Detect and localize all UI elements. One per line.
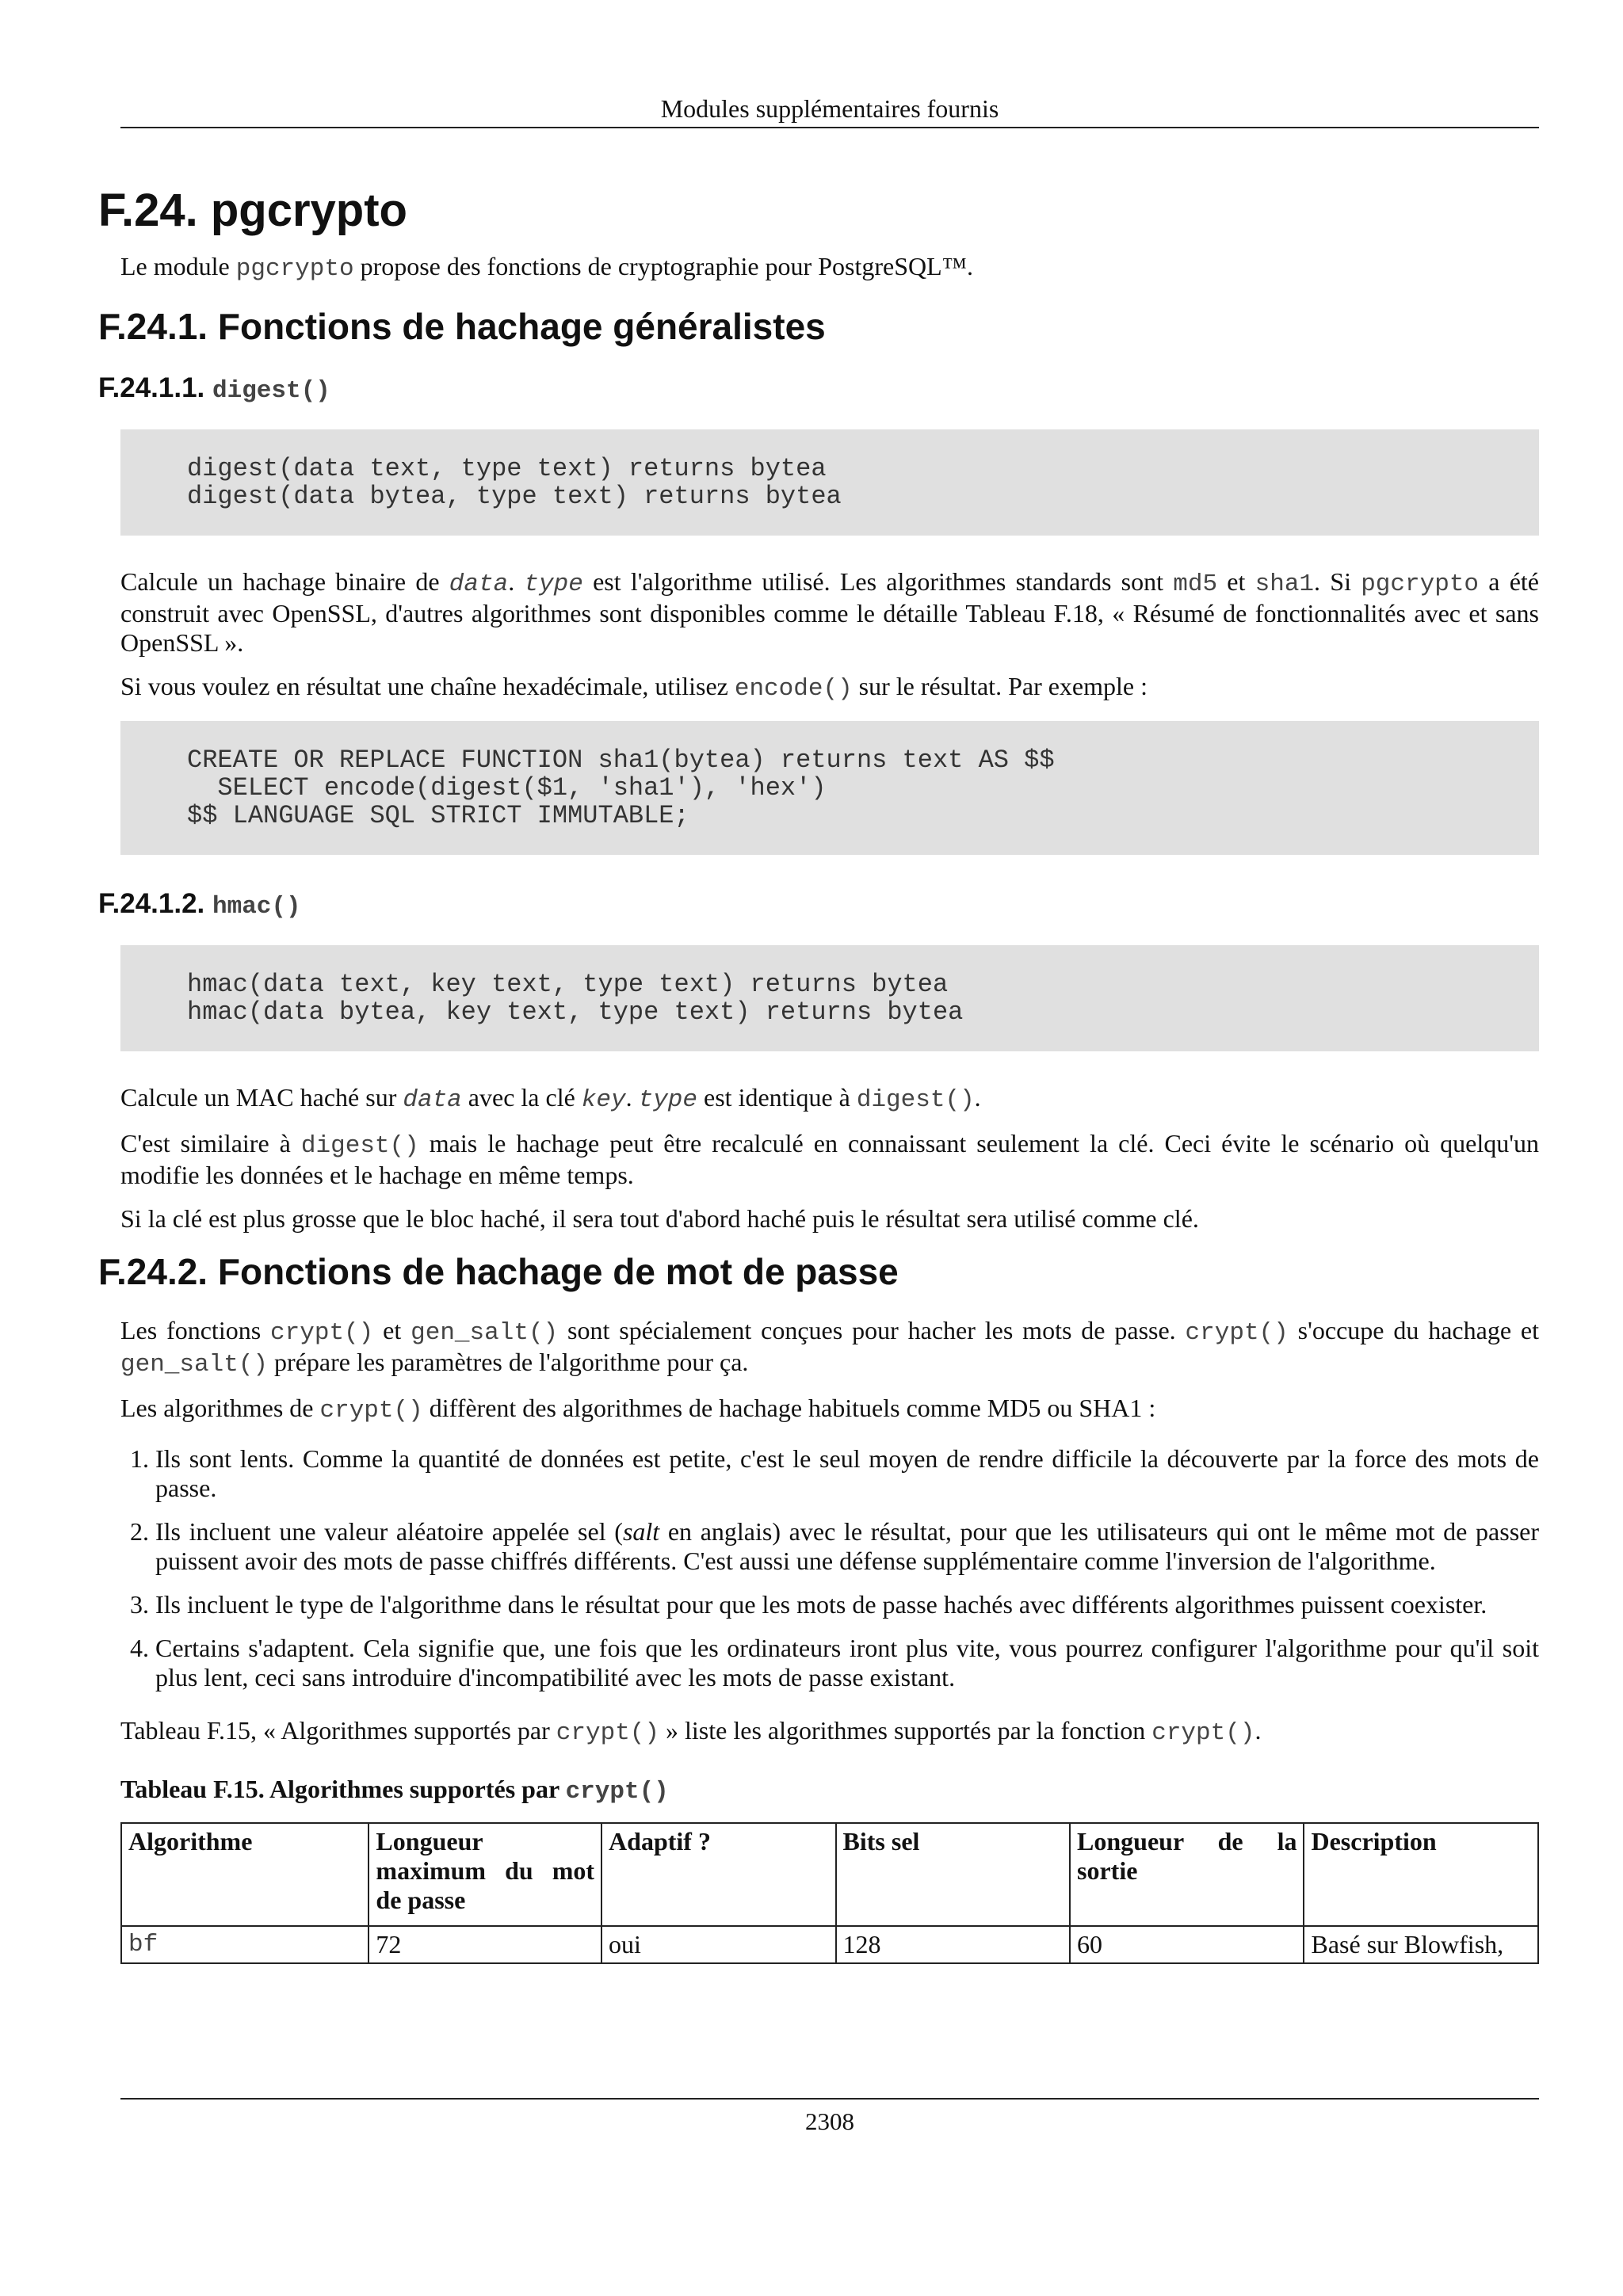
subsubsection-title-digest: F.24.1.1. digest() bbox=[98, 372, 330, 405]
table-cell: 128 bbox=[836, 1926, 1070, 1963]
crypt-algorithms-table bbox=[120, 1822, 1539, 1964]
table-cell: bf bbox=[121, 1926, 369, 1963]
table-header-cell: Bits sel bbox=[836, 1823, 1070, 1926]
table-header-row bbox=[121, 1823, 1538, 1926]
list-item: 3. Ils incluent le type de l'algorithme dans le résultat pour que les mots de passe hachés avec différents algorithmes puissent coexister. bbox=[155, 1590, 1539, 1619]
table-header-cell: Algorithme bbox=[121, 1823, 369, 1926]
hmac-key-note: Si la clé est plus grosse que le bloc haché, il sera tout d'abord haché puis le résultat sera utilisé comme clé. bbox=[120, 1204, 1199, 1233]
digest-description: Calcule un hachage binaire de data. type est l'algorithme utilisé. Les algorithmes standards sont md5 et sha1. Si pgcrypto a été construit avec OpenSSL, d'autres algorithmes sont disponibles comme le détaille Tableau F.18, « Résumé de fonctionnalités avec et sans OpenSSL ». bbox=[120, 567, 1539, 657]
table-cell: oui bbox=[601, 1926, 835, 1963]
table-header-cell: Description bbox=[1304, 1823, 1538, 1926]
running-header: Modules supplémentaires fournis bbox=[660, 94, 999, 123]
crypt-differences-intro: Les algorithmes de crypt() diffèrent des algorithmes de hachage habituels comme MD5 ou SHA1 : bbox=[120, 1394, 1156, 1425]
hmac-body bbox=[120, 945, 1539, 1234]
crypt-differences-list bbox=[120, 1444, 1539, 1692]
table-header-cell: Longueur maximum du mot de passe bbox=[369, 1823, 601, 1926]
digest-hex-note: Si vous voulez en résultat une chaîne hexadécimale, utilisez encode() sur le résultat. Par exemple : bbox=[120, 672, 1148, 703]
section-intro: Le module pgcrypto propose des fonctions de cryptographie pour PostgreSQL™. bbox=[120, 252, 973, 283]
header-rule bbox=[120, 127, 1539, 128]
list-item: 1. Ils sont lents. Comme la quantité de données est petite, c'est le seul moyen de rendre difficile la découverte par la force des mots de passe. bbox=[155, 1444, 1539, 1503]
password-hash-body bbox=[120, 1316, 1539, 1964]
subsubsection-title-hmac: F.24.1.2. hmac() bbox=[98, 888, 301, 921]
table-caption: Tableau F.15. Algorithmes supportés par crypt() bbox=[120, 1775, 669, 1806]
table-cell: 72 bbox=[369, 1926, 601, 1963]
code-block-hmac-signature: hmac(data text, key text, type text) returns bytea hmac(data bytea, key text, type text) returns bytea bbox=[120, 945, 1539, 1051]
table-header-cell: Adaptif ? bbox=[601, 1823, 835, 1926]
crypt-intro: Les fonctions crypt() et gen_salt() sont spécialement conçues pour hacher les mots de passe. crypt() s'occupe du hachage et gen_salt() prépare les paramètres de l'algorithme pour ça. bbox=[120, 1316, 1540, 1379]
table-row bbox=[121, 1926, 1538, 1963]
section-intro-block bbox=[120, 252, 1539, 284]
section-title: F.24. pgcrypto bbox=[98, 185, 407, 236]
page-number: 2308 bbox=[805, 2107, 854, 2135]
subsection-title-hash-general: F.24.1. Fonctions de hachage généralistes bbox=[98, 306, 826, 347]
subsection-title-password-hash: F.24.2. Fonctions de hachage de mot de passe bbox=[98, 1251, 899, 1292]
table-header-cell: Longueur de la sortie bbox=[1070, 1823, 1304, 1926]
list-item: 2. Ils incluent une valeur aléatoire appelée sel (salt en anglais) avec le résultat, pour que les utilisateurs qui ont le même mot de passer puissent avoir des mots de passe chiffrés différents. C'est aussi une défense supplémentaire comme l'inversion de l'algorithme. bbox=[155, 1517, 1539, 1576]
table-cell: Basé sur Blowfish, bbox=[1304, 1926, 1538, 1963]
table-cell: 60 bbox=[1070, 1926, 1304, 1963]
inline-code: pgcrypto bbox=[235, 255, 354, 283]
list-item: 4. Certains s'adaptent. Cela signifie que, une fois que les ordinateurs iront plus vite, vous pourrez configurer l'algorithme pour qu'il soit plus lent, ceci sans introduire d'incompatibilité avec les mots de passe existant. bbox=[155, 1634, 1539, 1692]
hmac-description: Calcule un MAC haché sur data avec la clé key. type est identique à digest(). bbox=[120, 1083, 981, 1114]
footer-rule bbox=[120, 2098, 1539, 2100]
hmac-similarity-note: C'est similaire à digest() mais le hachage peut être recalculé en connaissant seulement la clé. Ceci évite le scénario où quelqu'un modifie les données et le hachage en même temps. bbox=[120, 1129, 1540, 1189]
table-reference: Tableau F.15, « Algorithmes supportés par crypt() » liste les algorithmes supportés par la fonction crypt(). bbox=[120, 1716, 1262, 1747]
code-block-digest-signature: digest(data text, type text) returns bytea digest(data bytea, type text) returns bytea bbox=[120, 429, 1539, 536]
code-block-sha1-example: CREATE OR REPLACE FUNCTION sha1(bytea) returns text AS $$ SELECT encode(digest($1, 'sha1'), 'hex') $$ LANGUAGE SQL STRICT IMMUTABLE; bbox=[120, 721, 1539, 855]
page-content bbox=[98, 184, 1539, 1964]
digest-body bbox=[120, 429, 1539, 855]
